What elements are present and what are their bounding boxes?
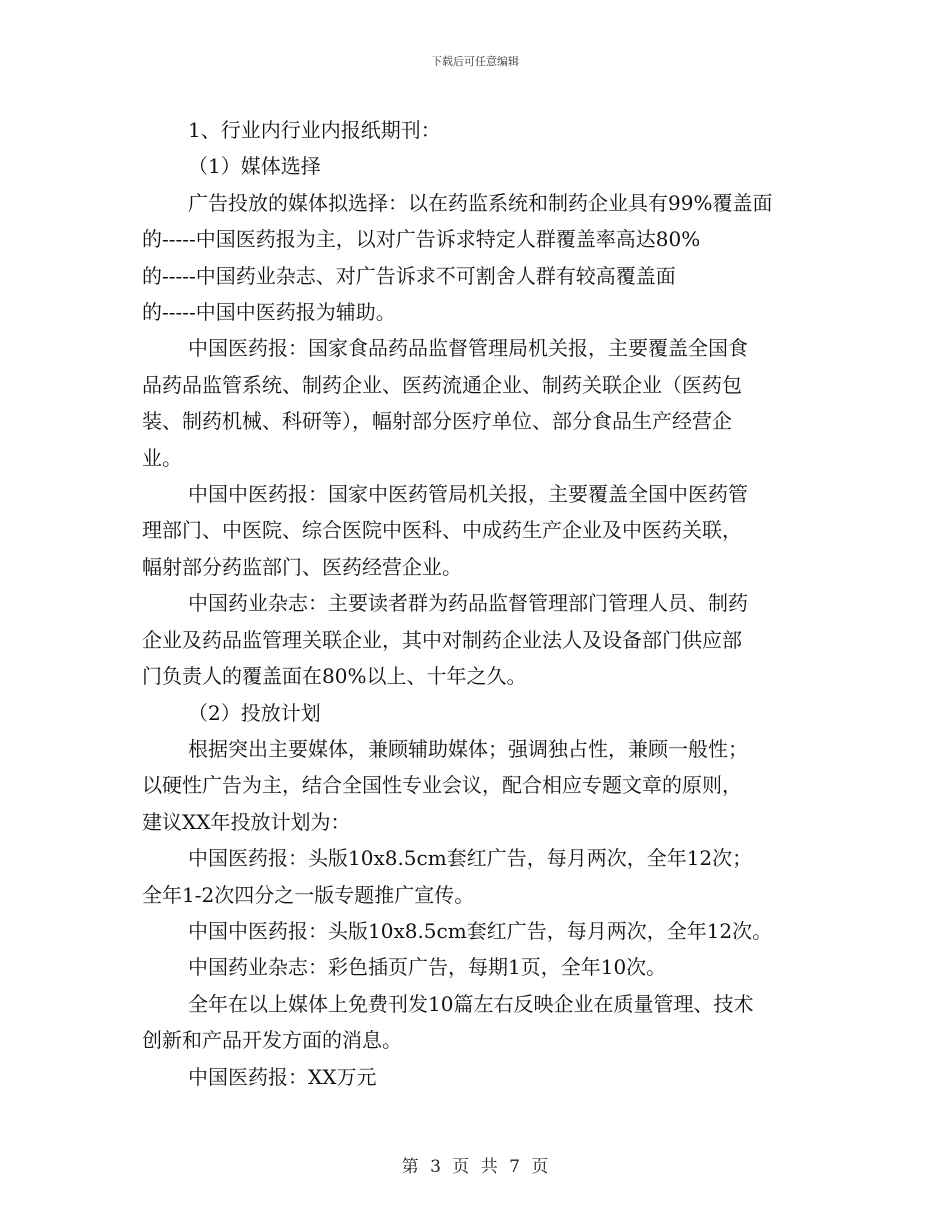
paragraph-line: 中国医药报：国家食品药品监督管理局机关报，主要覆盖全国食 [188,336,748,361]
paragraph-line: 幅射部分药监部门、医药经营企业。 [142,554,462,579]
paragraph-line: 建议XX年投放计划为： [142,809,351,834]
paragraph-line: 创新和产品开发方面的消息。 [142,1028,402,1053]
paragraph-line: 全年在以上媒体上免费刊发10篇左右反映企业在质量管理、技术 [188,991,754,1016]
paragraph-line: 全年1-2次四分之一版专题推广宣传。 [142,882,475,907]
paragraph-line: 根据突出主要媒体，兼顾辅助媒体；强调独占性，兼顾一般性； [188,736,748,761]
paragraph-line: 品药品监管系统、制药企业、医药流通企业、制药关联企业（医药包 [142,372,742,397]
paragraph-line: 的-----中国医药报为主，以对广告诉求特定人群覆盖率高达80% [142,227,701,252]
paragraph-line: 广告投放的媒体拟选择：以在药监系统和制药企业具有99%覆盖面 [188,190,773,215]
paragraph-line: 的-----中国中医药报为辅助。 [142,300,396,325]
page-footer: 第 3 页 共 7 页 [401,1157,549,1177]
paragraph-line: 中国中医药报：头版10x8.5cm套红广告，每月两次，全年12次。 [188,918,773,943]
paragraph-line: 中国医药报：头版10x8.5cm套红广告，每月两次，全年12次； [188,846,753,871]
paragraph-line: 业。 [142,445,182,470]
paragraph-line: 门负责人的覆盖面在80%以上、十年之久。 [142,664,527,689]
paragraph-line: 中国药业杂志：彩色插页广告，每期1页，全年10次。 [188,955,667,980]
paragraph-line: 以硬性广告为主，结合全国性专业会议，配合相应专题文章的原则， [142,773,742,798]
paragraph-line: 的-----中国药业杂志、对广告诉求不可割舍人群有较高覆盖面 [142,263,676,288]
paragraph-line: 装、制药机械、科研等），幅射部分医疗单位、部分食品生产经营企 [142,409,732,434]
document-body [142,112,812,1095]
paragraph-line: 中国中医药报：国家中医药管局机关报，主要覆盖全国中医药管 [188,482,748,507]
subsection-heading: （2）投放计划 [188,700,321,725]
page-header: 下载后可任意编辑 [431,55,519,68]
paragraph-line: 中国药业杂志：主要读者群为药品监督管理部门管理人员、制药 [188,591,748,616]
paragraph-line: 理部门、中医院、综合医院中医科、中成药生产企业及中医药关联， [142,518,742,543]
paragraph-line: 企业及药品监管理关联企业，其中对制药企业法人及设备部门供应部 [142,627,742,652]
paragraph-line: 中国医药报：XX万元 [188,1064,377,1089]
subsection-heading: （1）媒体选择 [188,154,321,179]
section-heading: 1、行业内行业内报纸期刊： [188,118,441,142]
